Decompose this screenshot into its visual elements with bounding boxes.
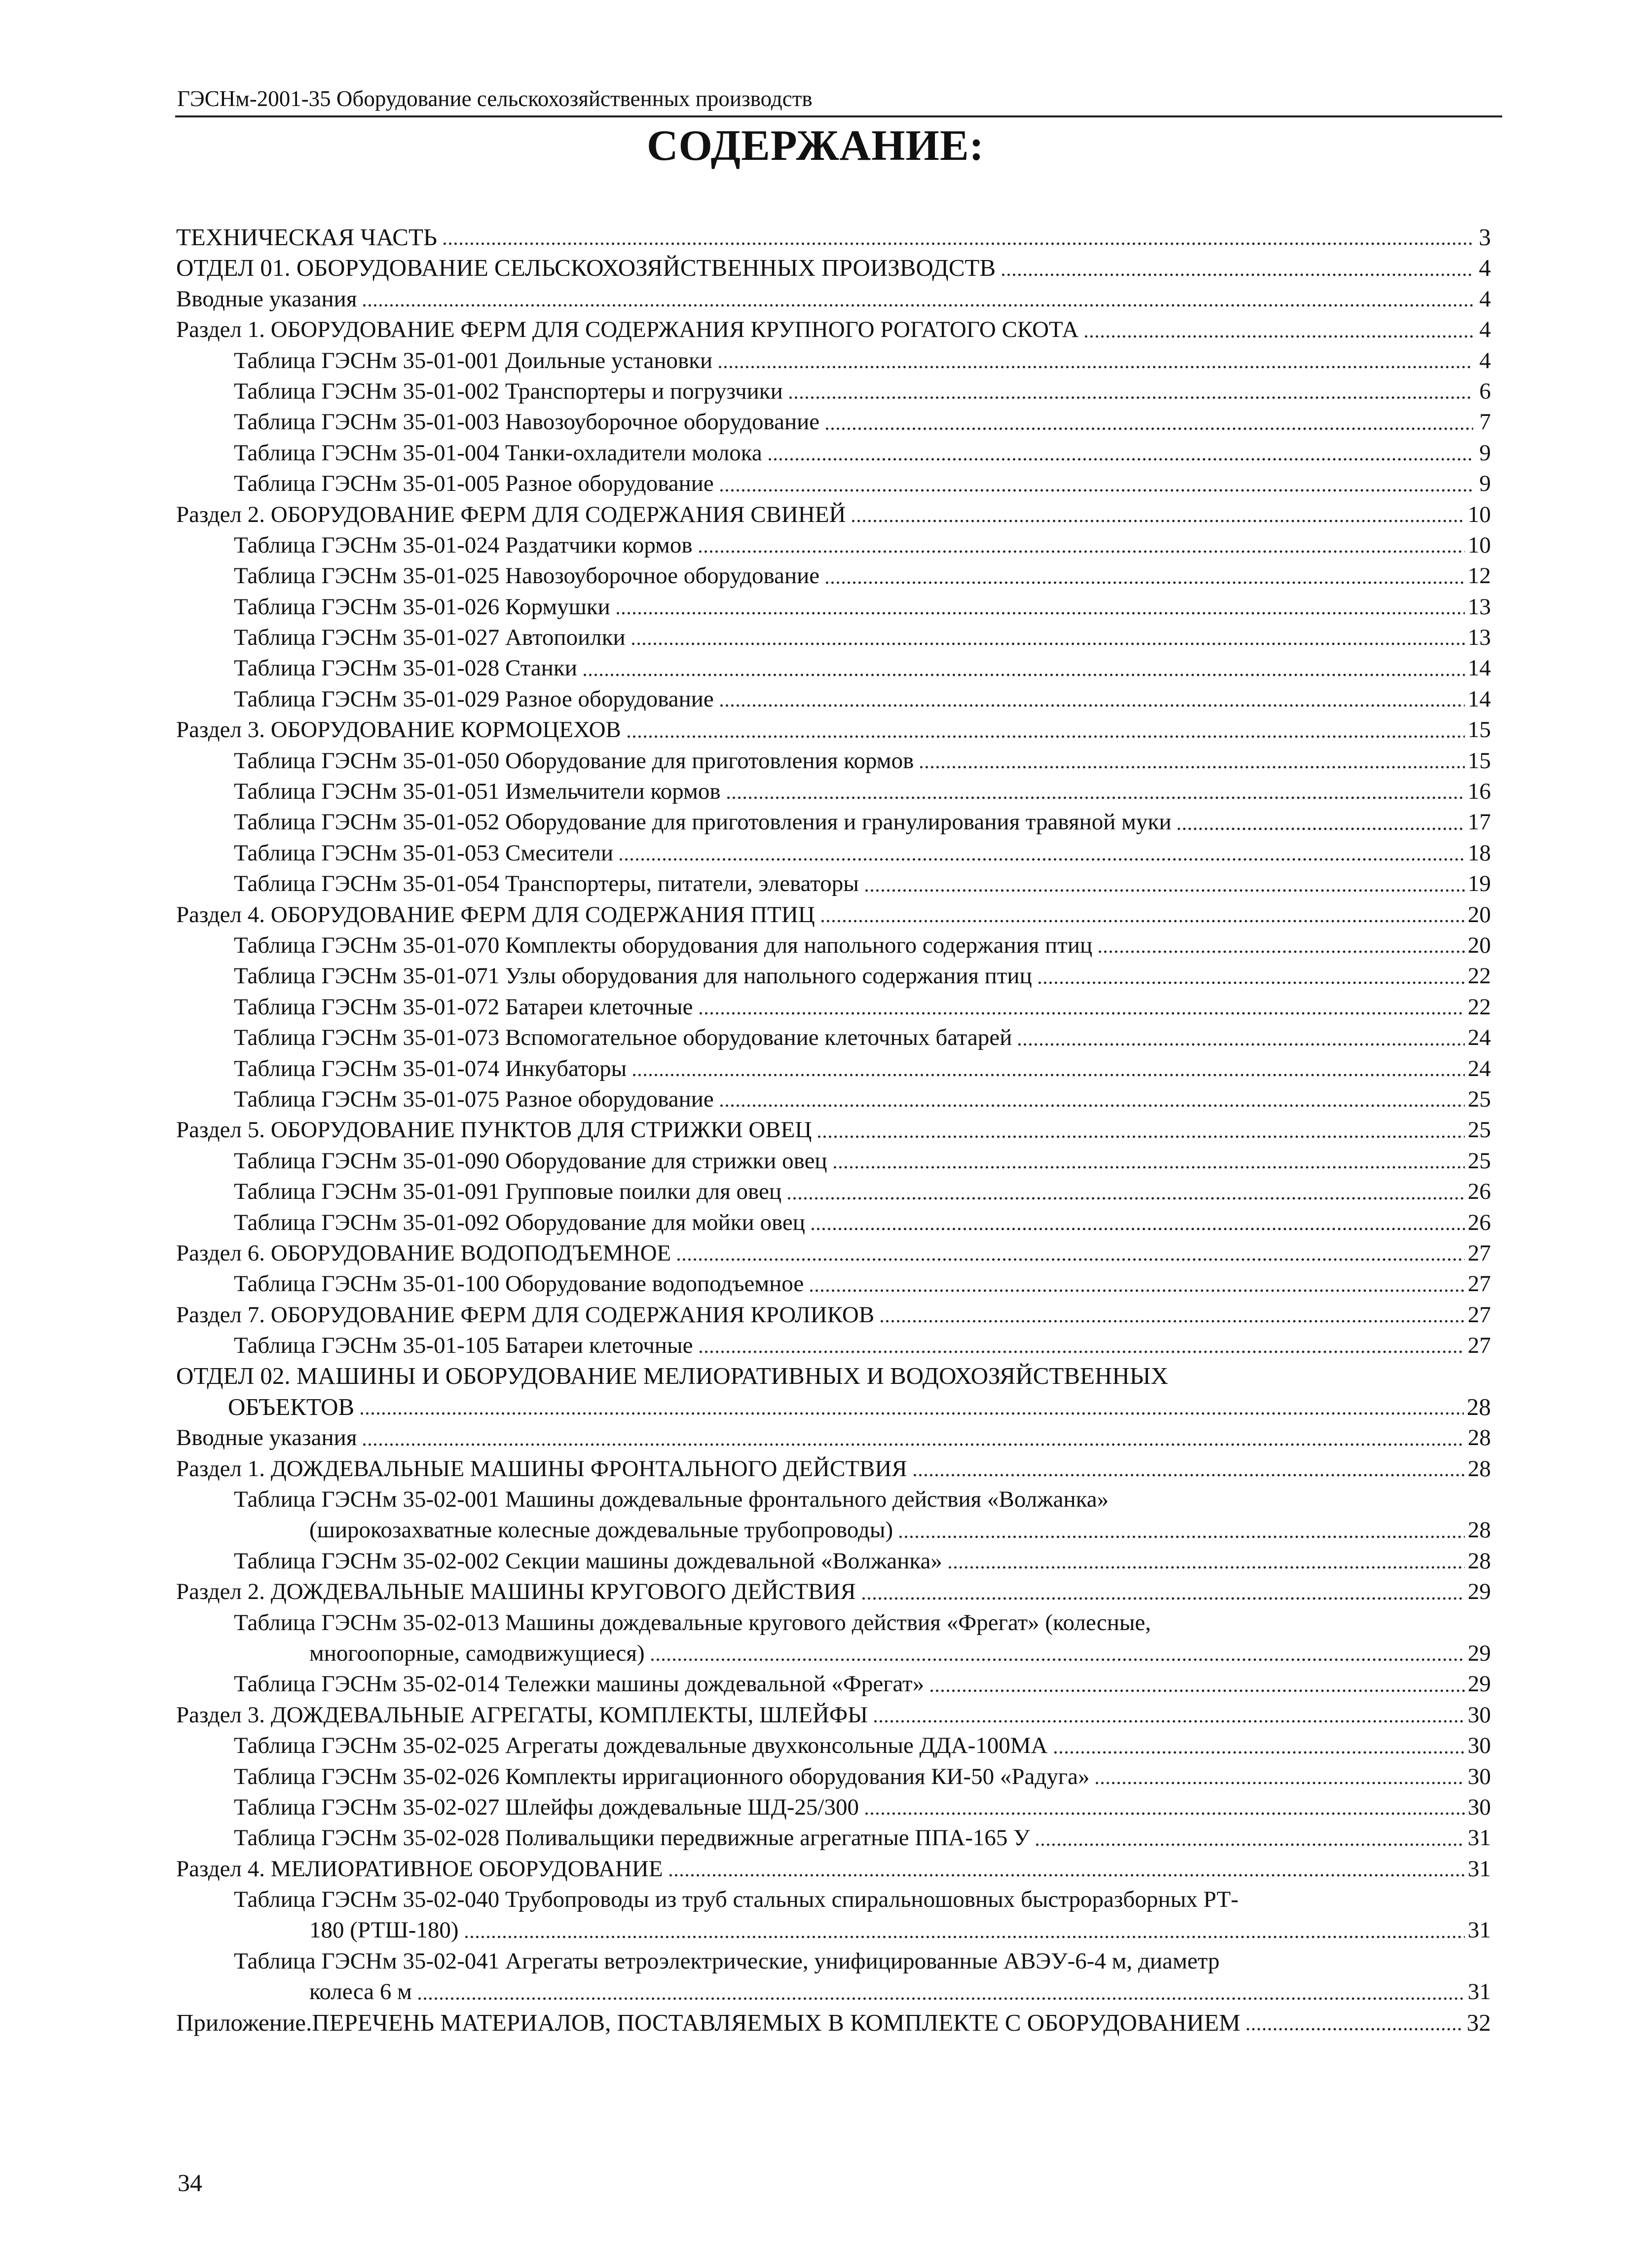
toc-entry-page-number: 10 bbox=[1468, 532, 1491, 558]
toc-entry-heading-line: Таблица ГЭСНм 35-02-001 Машины дождевальные фронтального действия «Волжанка» bbox=[234, 1487, 1109, 1513]
toc-entry-page-number: 31 bbox=[1468, 1825, 1491, 1851]
dot-leader bbox=[615, 600, 1465, 615]
toc-entry-page-number: 28 bbox=[1468, 1548, 1491, 1574]
toc-entry-title: Таблица ГЭСНм 35-01-001 Доильные установки bbox=[234, 347, 713, 373]
toc-entry[interactable] bbox=[176, 438, 1491, 468]
toc-entry-page-number: 29 bbox=[1468, 1671, 1491, 1697]
toc-entry-page-number: 19 bbox=[1468, 871, 1491, 897]
dot-leader bbox=[362, 1432, 1465, 1447]
toc-entry-page-number: 20 bbox=[1468, 932, 1491, 958]
toc-entry-page-number: 31 bbox=[1468, 1856, 1491, 1882]
toc-entry-page-number: 9 bbox=[1479, 471, 1491, 497]
toc-entry-page-number: 31 bbox=[1468, 1917, 1491, 1943]
toc-entry[interactable] bbox=[176, 899, 1491, 930]
dot-leader bbox=[650, 1647, 1465, 1662]
dot-leader bbox=[464, 1924, 1465, 1939]
toc-entry[interactable] bbox=[176, 499, 1491, 530]
toc-entry[interactable] bbox=[176, 1300, 1491, 1330]
toc-entry-page-number: 22 bbox=[1468, 994, 1491, 1020]
toc-entry[interactable] bbox=[176, 1084, 1491, 1115]
dot-leader bbox=[824, 416, 1473, 431]
dot-leader bbox=[1083, 324, 1473, 338]
toc-entry[interactable] bbox=[176, 560, 1491, 591]
toc-entry[interactable] bbox=[176, 1761, 1491, 1792]
toc-entry[interactable] bbox=[176, 1638, 1491, 1669]
toc-entry-page-number: 28 bbox=[1467, 1393, 1491, 1420]
toc-entry-page-number: 30 bbox=[1468, 1702, 1491, 1728]
toc-entry-title: Раздел 2. ДОЖДЕВАЛЬНЫЕ МАШИНЫ КРУГОВОГО ДЕЙСТВИЯ bbox=[176, 1579, 856, 1605]
toc-entry-page-number: 9 bbox=[1479, 440, 1491, 466]
toc-entry-title: Раздел 3. ДОЖДЕВАЛЬНЫЕ АГРЕГАТЫ, КОМПЛЕКТЫ, ШЛЕЙФЫ bbox=[176, 1702, 868, 1728]
page-title: СОДЕРЖАНИЕ: bbox=[647, 122, 984, 170]
toc-entry-page-number: 30 bbox=[1468, 1794, 1491, 1820]
toc-entry-title: Вводные указания bbox=[176, 286, 357, 312]
toc-entry-title: Раздел 6. ОБОРУДОВАНИЕ ВОДОПОДЪЕМНОЕ bbox=[176, 1240, 671, 1266]
toc-entry-title: Приложение.ПЕРЕЧЕНЬ МАТЕРИАЛОВ, ПОСТАВЛЯЕМЫХ В КОМПЛЕКТЕ С ОБОРУДОВАНИЕМ bbox=[176, 2008, 1241, 2036]
toc-entry-page-number: 24 bbox=[1468, 1025, 1491, 1051]
dot-leader bbox=[626, 724, 1465, 739]
dot-leader bbox=[851, 508, 1465, 523]
toc-entry[interactable] bbox=[176, 1576, 1491, 1607]
dot-leader bbox=[582, 662, 1465, 677]
toc-entry-title: Таблица ГЭСНм 35-01-027 Автопоилки bbox=[234, 625, 626, 651]
dot-leader bbox=[809, 1278, 1465, 1293]
toc-entry-page-number: 27 bbox=[1468, 1333, 1491, 1359]
toc-entry[interactable] bbox=[176, 1730, 1491, 1761]
dot-leader bbox=[810, 1216, 1465, 1231]
dot-leader bbox=[864, 1801, 1465, 1816]
toc-entry-page-number: 30 bbox=[1468, 1733, 1491, 1759]
dot-leader bbox=[631, 1062, 1465, 1077]
dot-leader bbox=[442, 231, 1473, 246]
toc-entry-page-number: 17 bbox=[1468, 809, 1491, 835]
dot-leader bbox=[1097, 939, 1465, 954]
dot-leader bbox=[767, 446, 1473, 461]
toc-entry[interactable] bbox=[176, 1822, 1491, 1853]
toc-entry-title: Раздел 3. ОБОРУДОВАНИЕ КОРМОЦЕХОВ bbox=[176, 717, 621, 743]
toc-entry[interactable] bbox=[176, 1022, 1491, 1053]
dot-leader bbox=[1053, 1740, 1465, 1754]
toc-entry-title: Таблица ГЭСНм 35-01-075 Разное оборудование bbox=[234, 1086, 714, 1112]
toc-entry-title: Таблица ГЭСНм 35-02-014 Тележки машины дождевальной «Фрегат» bbox=[234, 1671, 925, 1697]
toc-entry-page-number: 3 bbox=[1479, 223, 1491, 251]
toc-entry[interactable] bbox=[176, 622, 1491, 653]
running-header bbox=[175, 74, 1502, 117]
toc-entry[interactable] bbox=[176, 530, 1491, 560]
toc-entry-page-number: 6 bbox=[1479, 378, 1491, 404]
toc-entry-title: колеса 6 м bbox=[309, 1979, 412, 2005]
toc-entry-title: Таблица ГЭСНм 35-01-071 Узлы оборудования для напольного содержания птиц bbox=[234, 963, 1032, 989]
toc-entry-title: Таблица ГЭСНм 35-01-026 Кормушки bbox=[234, 594, 610, 620]
dot-leader bbox=[698, 1001, 1465, 1015]
toc-entry-title: Таблица ГЭСНм 35-02-028 Поливальщики передвижные агрегатные ППА-165 У bbox=[234, 1825, 1030, 1851]
dot-leader bbox=[362, 293, 1473, 307]
dot-leader bbox=[668, 1862, 1465, 1877]
toc-entry-title: ТЕХНИЧЕСКАЯ ЧАСТЬ bbox=[176, 223, 438, 251]
page-number: 34 bbox=[178, 2169, 202, 2196]
dot-leader bbox=[719, 693, 1465, 707]
toc-entry-page-number: 27 bbox=[1468, 1240, 1491, 1266]
dot-leader bbox=[929, 1678, 1465, 1693]
dot-leader bbox=[947, 1555, 1465, 1569]
toc-entry[interactable] bbox=[176, 807, 1491, 837]
toc-entry-page-number: 7 bbox=[1479, 409, 1491, 435]
toc-entry-title: Раздел 4. ОБОРУДОВАНИЕ ФЕРМ ДЛЯ СОДЕРЖАНИЯ ПТИЦ bbox=[176, 901, 815, 928]
toc-entry-page-number: 27 bbox=[1468, 1301, 1491, 1328]
toc-entry-title: Таблица ГЭСНм 35-01-005 Разное оборудование bbox=[234, 471, 714, 497]
dot-leader bbox=[898, 1524, 1465, 1539]
dot-leader bbox=[698, 539, 1465, 554]
toc-entry[interactable] bbox=[176, 1330, 1491, 1361]
dot-leader bbox=[726, 785, 1465, 800]
toc-entry-title: 180 (РТШ-180) bbox=[309, 1917, 459, 1943]
dot-leader bbox=[873, 1709, 1465, 1723]
dot-leader bbox=[1245, 2016, 1464, 2031]
toc-entry[interactable] bbox=[176, 1915, 1491, 1945]
toc-entry[interactable] bbox=[176, 776, 1491, 807]
toc-entry-title: Раздел 2. ОБОРУДОВАНИЕ ФЕРМ ДЛЯ СОДЕРЖАНИЯ СВИНЕЙ bbox=[176, 501, 846, 527]
dot-leader bbox=[919, 754, 1465, 769]
toc-entry-page-number: 12 bbox=[1468, 563, 1491, 589]
toc-entry-page-number: 13 bbox=[1468, 594, 1491, 620]
toc-entry-page-number: 14 bbox=[1468, 686, 1491, 712]
toc-entry-page-number: 13 bbox=[1468, 625, 1491, 651]
dot-leader bbox=[630, 631, 1465, 646]
toc-entry-title: Таблица ГЭСНм 35-01-073 Вспомогательное оборудование клеточных батарей bbox=[234, 1025, 1012, 1051]
dot-leader bbox=[1017, 1032, 1465, 1046]
toc-entry[interactable] bbox=[176, 1146, 1491, 1176]
dot-leader bbox=[676, 1247, 1465, 1262]
dot-leader bbox=[719, 1093, 1465, 1108]
toc-entry[interactable] bbox=[176, 376, 1491, 407]
toc-entry[interactable] bbox=[176, 1238, 1491, 1268]
toc-entry[interactable] bbox=[176, 838, 1491, 868]
toc-entry-title: Таблица ГЭСНм 35-01-105 Батареи клеточные bbox=[234, 1333, 693, 1359]
toc-entry-title: Таблица ГЭСНм 35-01-054 Транспортеры, питатели, элеваторы bbox=[234, 871, 859, 897]
toc-entry-title: Таблица ГЭСНм 35-01-070 Комплекты оборудования для напольного содержания птиц bbox=[234, 932, 1093, 958]
dot-leader bbox=[788, 385, 1473, 400]
toc-entry-page-number: 20 bbox=[1468, 901, 1491, 928]
dot-leader bbox=[879, 1308, 1465, 1323]
toc-entry-title: Таблица ГЭСНм 35-02-002 Секции машины дождевальной «Волжанка» bbox=[234, 1548, 942, 1574]
toc-entry-page-number: 25 bbox=[1468, 1148, 1491, 1174]
toc-entry-title: Раздел 4. МЕЛИОРАТИВНОЕ ОБОРУДОВАНИЕ bbox=[176, 1856, 663, 1882]
toc-entry-title: ОТДЕЛ 01. ОБОРУДОВАНИЕ СЕЛЬСКОХОЗЯЙСТВЕННЫХ ПРОИЗВОДСТВ bbox=[176, 254, 996, 282]
toc-entry[interactable] bbox=[176, 253, 1491, 283]
toc-entry[interactable] bbox=[176, 222, 1491, 253]
toc-entry[interactable] bbox=[176, 1792, 1491, 1822]
toc-entry-page-number: 26 bbox=[1468, 1209, 1491, 1235]
toc-entry[interactable] bbox=[176, 868, 1491, 899]
toc-entry-title: Раздел 1. ДОЖДЕВАЛЬНЫЕ МАШИНЫ ФРОНТАЛЬНОГО ДЕЙСТВИЯ bbox=[176, 1455, 907, 1482]
toc-entry-title: Таблица ГЭСНм 35-01-090 Оборудование для стрижки овец bbox=[234, 1148, 827, 1174]
toc-entry-title: Таблица ГЭСНм 35-01-002 Транспортеры и погрузчики bbox=[234, 378, 783, 404]
toc-entry[interactable] bbox=[176, 1422, 1491, 1453]
dot-leader bbox=[618, 847, 1465, 861]
dot-leader bbox=[816, 1124, 1465, 1139]
dot-leader bbox=[717, 354, 1473, 369]
toc-entry-page-number: 4 bbox=[1479, 347, 1491, 373]
toc-entry-title: Таблица ГЭСНм 35-01-029 Разное оборудование bbox=[234, 686, 714, 712]
dot-leader bbox=[832, 1154, 1465, 1169]
toc-entry-page-number: 28 bbox=[1468, 1517, 1491, 1543]
toc-entry-page-number: 24 bbox=[1468, 1055, 1491, 1081]
toc-entry[interactable] bbox=[176, 961, 1491, 991]
dot-leader bbox=[864, 878, 1465, 892]
toc-entry-heading-line: Таблица ГЭСНм 35-02-040 Трубопроводы из труб стальных спиральношовных быстроразборных РТ- bbox=[234, 1887, 1239, 1913]
toc-entry[interactable] bbox=[176, 1115, 1491, 1145]
toc-entry[interactable] bbox=[176, 1669, 1491, 1699]
toc-entry-title: многоопорные, самодвижущиеся) bbox=[309, 1640, 645, 1666]
toc-entry[interactable] bbox=[176, 2008, 1491, 2038]
toc-entry-heading-line: Таблица ГЭСНм 35-02-013 Машины дождевальные кругового действия «Фрегат» (колесные, bbox=[234, 1609, 1151, 1636]
toc-entry[interactable] bbox=[176, 468, 1491, 499]
toc-entry-heading-line: ОТДЕЛ 02. МАШИНЫ И ОБОРУДОВАНИЕ МЕЛИОРАТИВНЫХ И ВОДОХОЗЯЙСТВЕННЫХ bbox=[176, 1362, 1168, 1390]
toc-entry-title: Таблица ГЭСНм 35-01-003 Навозоуборочное оборудование bbox=[234, 409, 820, 435]
toc-entry-title: Таблица ГЭСНм 35-01-024 Раздатчики кормов bbox=[234, 532, 693, 558]
toc-entry-page-number: 16 bbox=[1468, 779, 1491, 805]
toc-entry[interactable] bbox=[176, 407, 1491, 437]
toc-entry-title: Таблица ГЭСНм 35-02-026 Комплекты ирригационного оборудования КИ-50 «Радуга» bbox=[234, 1763, 1090, 1789]
toc-entry-title: Таблица ГЭСНм 35-01-091 Групповые поилки для овец bbox=[234, 1179, 781, 1205]
toc-entry[interactable] bbox=[176, 1546, 1491, 1576]
dot-leader bbox=[698, 1339, 1465, 1354]
toc-entry-page-number: 15 bbox=[1468, 747, 1491, 774]
toc-entry-title: Таблица ГЭСНм 35-01-092 Оборудование для мойки овец bbox=[234, 1209, 805, 1235]
dot-leader bbox=[359, 1401, 1464, 1415]
toc-entry[interactable] bbox=[176, 284, 1491, 314]
toc-entry[interactable] bbox=[176, 653, 1491, 683]
toc-entry[interactable] bbox=[176, 1268, 1491, 1299]
toc-entry-title: Раздел 7. ОБОРУДОВАНИЕ ФЕРМ ДЛЯ СОДЕРЖАНИЯ КРОЛИКОВ bbox=[176, 1301, 875, 1328]
toc-entry-page-number: 26 bbox=[1468, 1179, 1491, 1205]
toc-entry-page-number: 32 bbox=[1467, 2008, 1491, 2036]
toc-entry-page-number: 29 bbox=[1468, 1579, 1491, 1605]
toc-entry[interactable] bbox=[176, 992, 1491, 1022]
running-title: ГЭСНм-2001-35 Оборудование сельскохозяйственных производств bbox=[177, 86, 813, 111]
toc-entry-title: (широкозахватные колесные дождевальные трубопроводы) bbox=[309, 1517, 893, 1543]
toc-entry-page-number: 27 bbox=[1468, 1271, 1491, 1297]
dot-leader bbox=[824, 570, 1465, 585]
dot-leader bbox=[417, 1986, 1465, 2001]
toc-entry-title: Таблица ГЭСНм 35-02-025 Агрегаты дождевальные двухконсольные ДДА-100МА bbox=[234, 1733, 1048, 1759]
toc-entry[interactable] bbox=[176, 1515, 1491, 1545]
toc-entry[interactable] bbox=[176, 1700, 1491, 1730]
toc-entry[interactable] bbox=[176, 1176, 1491, 1207]
toc-entry[interactable] bbox=[176, 930, 1491, 961]
toc-entry[interactable] bbox=[176, 1453, 1491, 1484]
toc-entry-title: Раздел 1. ОБОРУДОВАНИЕ ФЕРМ ДЛЯ СОДЕРЖАНИЯ КРУПНОГО РОГАТОГО СКОТА bbox=[176, 317, 1079, 343]
toc-entry-title: Таблица ГЭСНм 35-01-072 Батареи клеточные bbox=[234, 994, 693, 1020]
toc-entry[interactable] bbox=[176, 314, 1491, 345]
dot-leader bbox=[1037, 970, 1465, 985]
toc-entry[interactable] bbox=[176, 1976, 1491, 2007]
toc-entry-title: Таблица ГЭСНм 35-01-100 Оборудование водоподъемное bbox=[234, 1271, 804, 1297]
toc-entry-page-number: 4 bbox=[1479, 254, 1491, 282]
toc-entry-page-number: 4 bbox=[1479, 317, 1491, 343]
toc-entry-page-number: 25 bbox=[1468, 1086, 1491, 1112]
toc-entry-title: Таблица ГЭСНм 35-01-051 Измельчители кормов bbox=[234, 779, 721, 805]
toc-entry[interactable] bbox=[176, 1053, 1491, 1084]
toc-entry-page-number: 25 bbox=[1468, 1117, 1491, 1143]
dot-leader bbox=[786, 1186, 1465, 1200]
toc-entry-page-number: 10 bbox=[1468, 501, 1491, 527]
table-of-contents bbox=[176, 222, 1491, 2038]
toc-entry-title: Таблица ГЭСНм 35-01-025 Навозоуборочное оборудование bbox=[234, 563, 820, 589]
toc-entry-title: Таблица ГЭСНм 35-01-050 Оборудование для приготовления кормов bbox=[234, 747, 914, 774]
toc-entry-title: Таблица ГЭСНм 35-02-027 Шлейфы дождевальные ШД-25/300 bbox=[234, 1794, 859, 1820]
toc-entry-page-number: 29 bbox=[1468, 1640, 1491, 1666]
toc-entry-page-number: 30 bbox=[1468, 1763, 1491, 1789]
toc-entry-page-number: 4 bbox=[1479, 286, 1491, 312]
toc-entry-heading-line: Таблица ГЭСНм 35-02-041 Агрегаты ветроэлектрические, унифицированные АВЭУ-6-4 м, диаметр bbox=[234, 1948, 1220, 1974]
toc-entry-title: ОБЪЕКТОВ bbox=[228, 1393, 355, 1420]
dot-leader bbox=[1176, 816, 1465, 831]
toc-entry-page-number: 31 bbox=[1468, 1979, 1491, 2005]
toc-entry-title: Таблица ГЭСНм 35-01-004 Танки-охладители молока bbox=[234, 440, 762, 466]
toc-entry-page-number: 14 bbox=[1468, 655, 1491, 681]
toc-entry-page-number: 18 bbox=[1468, 840, 1491, 866]
toc-entry-title: Таблица ГЭСНм 35-01-052 Оборудование для приготовления и гранулирования травяной муки bbox=[234, 809, 1172, 835]
toc-entry-title: Таблица ГЭСНм 35-01-053 Смесители bbox=[234, 840, 614, 866]
toc-entry[interactable] bbox=[176, 592, 1491, 622]
toc-entry-page-number: 22 bbox=[1468, 963, 1491, 989]
dot-leader bbox=[861, 1586, 1465, 1600]
toc-entry-title: Раздел 5. ОБОРУДОВАНИЕ ПУНКТОВ ДЛЯ СТРИЖКИ ОВЕЦ bbox=[176, 1117, 812, 1143]
toc-entry[interactable] bbox=[176, 714, 1491, 745]
toc-entry[interactable] bbox=[176, 745, 1491, 776]
toc-entry-title: Вводные указания bbox=[176, 1425, 357, 1451]
toc-entry-title: Таблица ГЭСНм 35-01-074 Инкубаторы bbox=[234, 1055, 627, 1081]
dot-leader bbox=[1035, 1832, 1465, 1847]
toc-entry-page-number: 15 bbox=[1468, 717, 1491, 743]
toc-entry[interactable] bbox=[176, 1392, 1491, 1422]
toc-entry[interactable] bbox=[176, 345, 1491, 376]
toc-entry-title: Таблица ГЭСНм 35-01-028 Станки bbox=[234, 655, 577, 681]
toc-entry[interactable] bbox=[176, 1854, 1491, 1884]
dot-leader bbox=[1001, 262, 1473, 277]
toc-entry[interactable] bbox=[176, 1207, 1491, 1238]
toc-entry[interactable] bbox=[176, 684, 1491, 714]
dot-leader bbox=[1094, 1770, 1465, 1785]
toc-entry-page-number: 28 bbox=[1468, 1425, 1491, 1451]
toc-entry-page-number: 28 bbox=[1468, 1455, 1491, 1482]
dot-leader bbox=[820, 908, 1465, 923]
dot-leader bbox=[912, 1462, 1465, 1477]
dot-leader bbox=[719, 478, 1473, 492]
